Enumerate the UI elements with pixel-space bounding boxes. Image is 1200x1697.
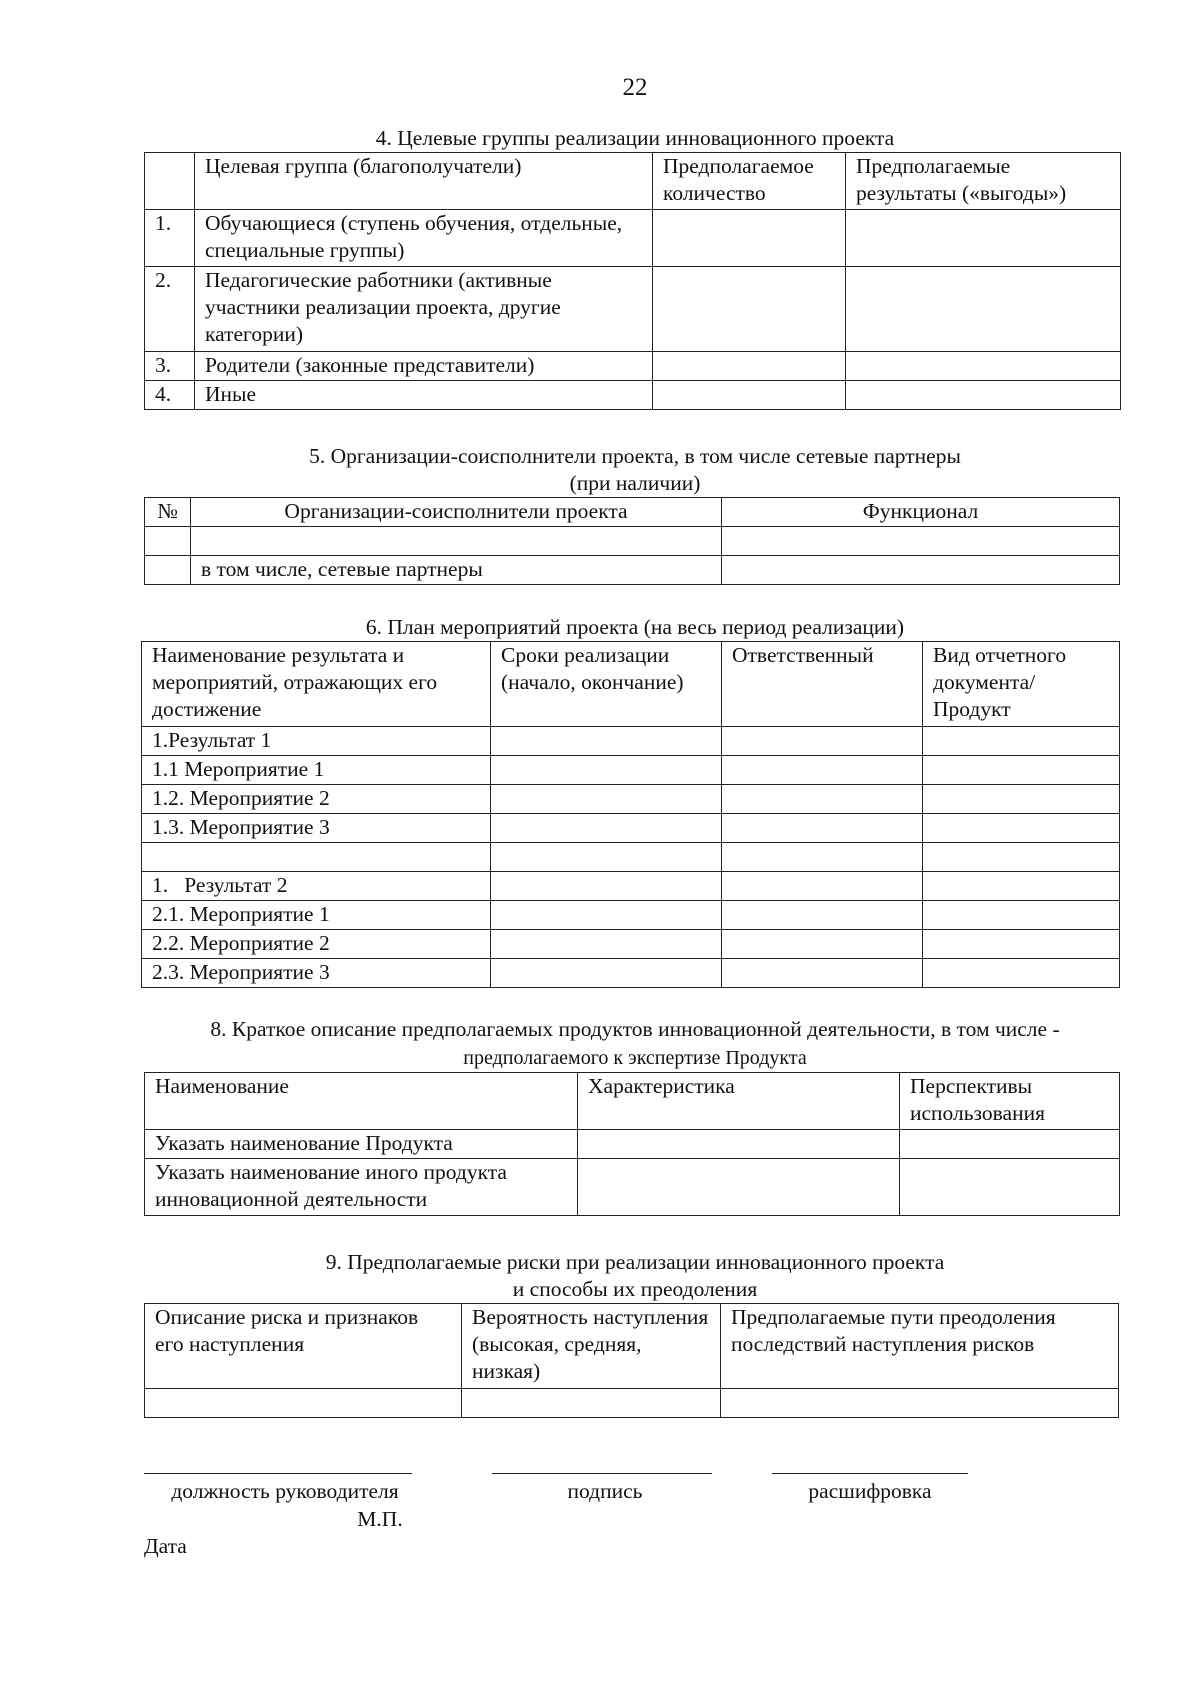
table-header-cell: №: [145, 498, 191, 527]
table-header-cell: Наименование: [145, 1073, 578, 1130]
activity-name: 2.2. Мероприятие 2: [142, 930, 491, 959]
table-header-cell: Ответственный: [722, 642, 923, 727]
activity-name: 1.1 Мероприятие 1: [142, 756, 491, 785]
activity-name: 2.3. Мероприятие 3: [142, 959, 491, 988]
activity-name: 1. Результат 2: [142, 872, 491, 901]
target-group-name: Обучающиеся (ступень обучения, отдельные, специальные группы): [195, 210, 653, 267]
table-header-cell: [145, 153, 195, 210]
table-cell: [923, 930, 1120, 959]
decoding-line: [772, 1473, 968, 1474]
table-cell: [722, 556, 1120, 585]
table-row: [142, 756, 1120, 785]
table-row: [142, 930, 1120, 959]
section-5-title: 5. Организации-соисполнители проекта, в том числе сетевые партнеры: [309, 444, 961, 468]
table-cell: [722, 959, 923, 988]
table-row: [142, 814, 1120, 843]
table-row: [142, 727, 1120, 756]
activity-name: [142, 843, 491, 872]
signature-label: подпись: [567, 1479, 643, 1503]
table-cell: [462, 1389, 721, 1418]
activity-plan-table: [141, 641, 1120, 988]
table-header-cell: Характеристика: [578, 1073, 900, 1130]
table-cell: [923, 959, 1120, 988]
table-cell: [491, 872, 722, 901]
table-cell: [491, 930, 722, 959]
table-header-cell: Предполагаемые пути преодоления последствий наступления рисков: [721, 1304, 1119, 1389]
risks-table: [144, 1303, 1119, 1418]
table-cell: [721, 1389, 1119, 1418]
signature-line: [492, 1473, 712, 1474]
section-9-subtitle: и способы их преодоления: [512, 1277, 758, 1301]
table-cell: [846, 381, 1121, 410]
row-number: 2.: [145, 267, 195, 352]
position-line: [144, 1473, 412, 1474]
table-cell: [722, 727, 923, 756]
activity-name: 2.1. Мероприятие 1: [142, 901, 491, 930]
table-cell: [722, 930, 923, 959]
product-name: Указать наименование иного продукта инновационной деятельности: [145, 1159, 578, 1216]
table-row: [145, 210, 1121, 267]
table-row: [145, 267, 1121, 352]
table-header-cell: Предполагаемое количество: [653, 153, 846, 210]
table-row: [142, 901, 1120, 930]
table-cell: [653, 352, 846, 381]
section-8-title: 8. Краткое описание предполагаемых продуктов инновационной деятельности, в том числе -: [210, 1017, 1060, 1041]
table-cell: [722, 785, 923, 814]
table-cell: [900, 1159, 1120, 1216]
partners-row-label: в том числе, сетевые партнеры: [191, 556, 722, 585]
table-cell: [578, 1159, 900, 1216]
table-cell: [923, 814, 1120, 843]
table-cell: [900, 1130, 1120, 1159]
table-cell: [491, 756, 722, 785]
table-cell: [491, 785, 722, 814]
table-cell: [722, 527, 1120, 556]
table-header-cell: Функционал: [722, 498, 1120, 527]
target-group-name: Иные: [195, 381, 653, 410]
table-header-cell: Наименование результата и мероприятий, отражающих его достижение: [142, 642, 491, 727]
table-row: [145, 352, 1121, 381]
table-cell: [145, 1389, 462, 1418]
row-number: 4.: [145, 381, 195, 410]
table-cell: [923, 785, 1120, 814]
table-row: [145, 1389, 1119, 1418]
table-row: [142, 872, 1120, 901]
product-name: Указать наименование Продукта: [145, 1130, 578, 1159]
section-6-title: 6. План мероприятий проекта (на весь период реализации): [365, 615, 905, 639]
target-group-name: Педагогические работники (активные участники реализации проекта, другие категории): [195, 267, 653, 352]
table-header-cell: Целевая группа (благополучатели): [195, 153, 653, 210]
table-cell: [923, 872, 1120, 901]
table-cell: [491, 959, 722, 988]
row-number: 3.: [145, 352, 195, 381]
table-header-cell: Сроки реализации (начало, окончание): [491, 642, 722, 727]
partners-table: [144, 497, 1120, 585]
table-cell: [722, 843, 923, 872]
activity-name: 1.Результат 1: [142, 727, 491, 756]
table-cell: [653, 267, 846, 352]
activity-name: 1.3. Мероприятие 3: [142, 814, 491, 843]
section-5-subtitle: (при наличии): [569, 471, 701, 495]
decoding-label: расшифровка: [808, 1479, 932, 1503]
section-4-title: 4. Целевые группы реализации инновационного проекта: [375, 126, 895, 150]
table-cell: [491, 901, 722, 930]
table-cell: [923, 727, 1120, 756]
table-cell: [722, 872, 923, 901]
table-row: [145, 1159, 1120, 1216]
table-cell: [578, 1130, 900, 1159]
table-cell: [491, 727, 722, 756]
table-header-cell: Перспективы использования: [900, 1073, 1120, 1130]
table-cell: [491, 814, 722, 843]
table-row: [145, 1130, 1120, 1159]
table-row: [145, 381, 1121, 410]
table-row: [142, 959, 1120, 988]
section-8-subtitle: предполагаемого к экспертизе Продукта: [463, 1047, 807, 1069]
table-cell: [846, 267, 1121, 352]
target-group-name: Родители (законные представители): [195, 352, 653, 381]
table-header-cell: Вероятность наступления (высокая, средняя, низкая): [462, 1304, 721, 1389]
table-row: [142, 843, 1120, 872]
table-cell: [653, 210, 846, 267]
table-cell: [923, 901, 1120, 930]
table-cell: [145, 527, 191, 556]
table-row: [145, 527, 1120, 556]
table-header-cell: Вид отчетного документа/ Продукт: [923, 642, 1120, 727]
table-cell: [722, 901, 923, 930]
table-cell: [145, 556, 191, 585]
section-9-title: 9. Предполагаемые риски при реализации инновационного проекта: [325, 1250, 945, 1274]
table-header-cell: Организации-соисполнители проекта: [191, 498, 722, 527]
table-header-cell: Предполагаемые результаты («выгоды»): [846, 153, 1121, 210]
target-groups-table: [144, 152, 1121, 410]
table-cell: [722, 814, 923, 843]
table-cell: [923, 756, 1120, 785]
date-label: Дата: [144, 1534, 187, 1558]
table-header-cell: Описание риска и признаков его наступления: [145, 1304, 462, 1389]
page-number: 22: [622, 74, 648, 101]
activity-name: 1.2. Мероприятие 2: [142, 785, 491, 814]
table-cell: [846, 210, 1121, 267]
table-cell: [191, 527, 722, 556]
table-row: [145, 556, 1120, 585]
table-row: [142, 785, 1120, 814]
table-cell: [722, 756, 923, 785]
table-cell: [846, 352, 1121, 381]
stamp-label: М.П.: [357, 1507, 403, 1531]
row-number: 1.: [145, 210, 195, 267]
table-cell: [923, 843, 1120, 872]
table-cell: [491, 843, 722, 872]
position-label: должность руководителя: [171, 1479, 399, 1503]
products-table: [144, 1072, 1120, 1216]
table-cell: [653, 381, 846, 410]
